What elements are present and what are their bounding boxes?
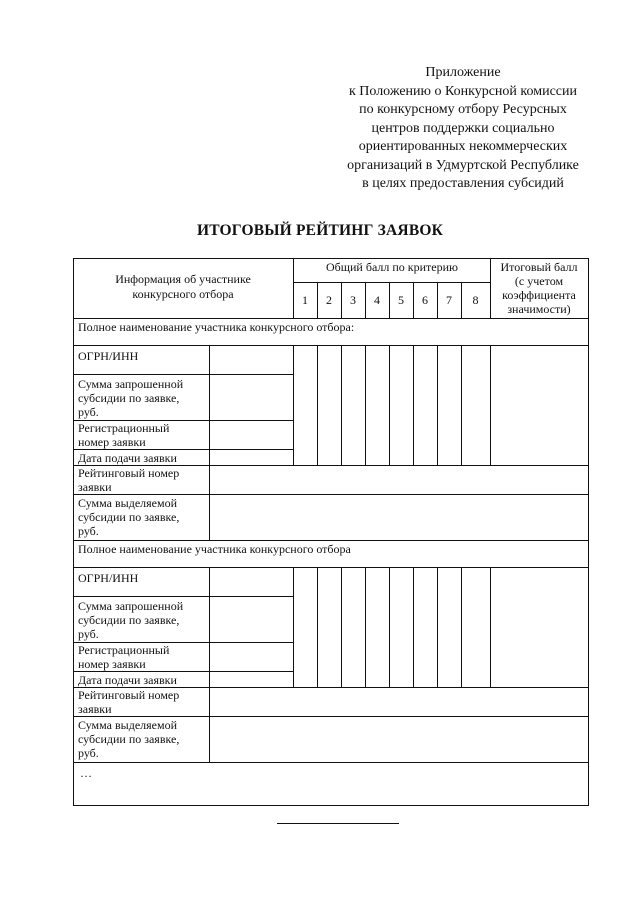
header-final-score-line: (с учетом: [514, 274, 564, 288]
table-line: [365, 567, 366, 688]
ogrn-label: ОГРН/ИНН: [78, 571, 139, 585]
requested-sum-label: субсидии по заявке,: [78, 391, 180, 405]
continuation-ellipsis: …: [80, 766, 92, 780]
table-line: [341, 567, 342, 688]
allocated-sum-label: руб.: [78, 746, 99, 760]
ogrn-label: ОГРН/ИНН: [78, 349, 139, 363]
table-line: [73, 642, 294, 643]
table-line: [73, 258, 589, 259]
rating-number-label: заявки: [78, 702, 112, 716]
table-line: [73, 420, 294, 421]
document-title: ИТОГОВЫЙ РЕЙТИНГ ЗАЯВОК: [196, 222, 444, 239]
bottom-divider: [277, 823, 399, 824]
criterion-number: 3: [350, 293, 356, 307]
table-line: [490, 567, 491, 688]
table-line: [73, 345, 589, 346]
appendix-line: по конкурсному отбору Ресурсных: [359, 102, 567, 117]
table-line: [73, 465, 589, 466]
table-line: [209, 345, 210, 541]
table-line: [389, 345, 390, 466]
table-line: [73, 449, 294, 450]
table-line: [73, 494, 589, 495]
allocated-sum-label: Сумма выделяемой: [78, 718, 177, 732]
table-line: [293, 345, 294, 466]
table-line: [413, 567, 414, 688]
header-participant-info-line: Информация об участнике: [115, 272, 251, 286]
full-name-label: Полное наименование участника конкурсного отбора:: [78, 320, 355, 334]
requested-sum-label: руб.: [78, 627, 99, 641]
table-line: [490, 258, 491, 319]
table-line: [437, 345, 438, 466]
table-line: [73, 567, 589, 568]
header-final-score-line: Итоговый балл: [500, 260, 578, 274]
allocated-sum-label: субсидии по заявке,: [78, 732, 180, 746]
reg-number-label: Регистрационный: [78, 421, 170, 435]
allocated-sum-label: руб.: [78, 524, 99, 538]
requested-sum-label: Сумма запрошенной: [78, 377, 184, 391]
criterion-number: 7: [446, 293, 452, 307]
criterion-number: 5: [398, 293, 404, 307]
table-line: [490, 345, 491, 466]
table-line: [73, 687, 589, 688]
table-line: [293, 258, 294, 319]
full-name-label: Полное наименование участника конкурсного отбора: [78, 542, 351, 556]
table-line: [73, 671, 294, 672]
appendix-header: [322, 64, 604, 194]
table-line: [73, 374, 294, 375]
rating-number-label: Рейтинговый номер: [78, 466, 180, 480]
submit-date-label: Дата подачи заявки: [78, 673, 177, 687]
requested-sum-label: руб.: [78, 405, 99, 419]
table-line: [73, 805, 589, 806]
table-line: [413, 345, 414, 466]
requested-sum-label: субсидии по заявке,: [78, 613, 180, 627]
appendix-line: к Положению о Конкурсной комиссии: [348, 83, 578, 99]
table-line: [317, 345, 318, 466]
table-line: [461, 567, 462, 688]
allocated-sum-label: субсидии по заявке,: [78, 510, 180, 524]
table-line: [317, 567, 318, 688]
header-criteria-total: Общий балл по критерию: [326, 260, 458, 274]
submit-date-label: Дата подачи заявки: [78, 451, 177, 465]
table-line: [389, 567, 390, 688]
table-line: [437, 567, 438, 688]
table-line: [588, 258, 589, 806]
criterion-number: 1: [302, 293, 308, 307]
header-final-score-line: значимости): [507, 302, 571, 316]
table-line: [73, 318, 589, 319]
table-line: [73, 258, 74, 806]
table-line: [365, 345, 366, 466]
appendix-line: Приложение: [425, 65, 501, 80]
appendix-line: в целях предоставления субсидий: [362, 176, 564, 191]
allocated-sum-label: Сумма выделяемой: [78, 496, 177, 510]
appendix-line: организаций в Удмуртской Республике: [347, 157, 579, 173]
table-line: [293, 567, 294, 688]
rating-number-label: Рейтинговый номер: [78, 688, 180, 702]
table-line: [73, 540, 589, 541]
header-final-score-line: коэффициента: [502, 288, 576, 302]
criterion-number: 4: [374, 293, 380, 307]
reg-number-label: номер заявки: [78, 435, 146, 449]
criterion-number: 6: [422, 293, 428, 307]
table-line: [73, 596, 294, 597]
table-line: [341, 345, 342, 466]
table-line: [73, 762, 589, 763]
table-line: [461, 345, 462, 466]
criterion-number: 2: [326, 293, 332, 307]
appendix-line: центров поддержки социально: [371, 120, 555, 136]
table-line: [73, 716, 589, 717]
reg-number-label: Регистрационный: [78, 643, 170, 657]
table-line: [209, 567, 210, 763]
header-participant-info-line: конкурсного отбора: [132, 287, 234, 301]
requested-sum-label: Сумма запрошенной: [78, 599, 184, 613]
criterion-number: 8: [472, 293, 479, 307]
reg-number-label: номер заявки: [78, 657, 146, 671]
rating-number-label: заявки: [78, 480, 112, 494]
appendix-line: ориентированных некоммерческих: [358, 139, 568, 154]
